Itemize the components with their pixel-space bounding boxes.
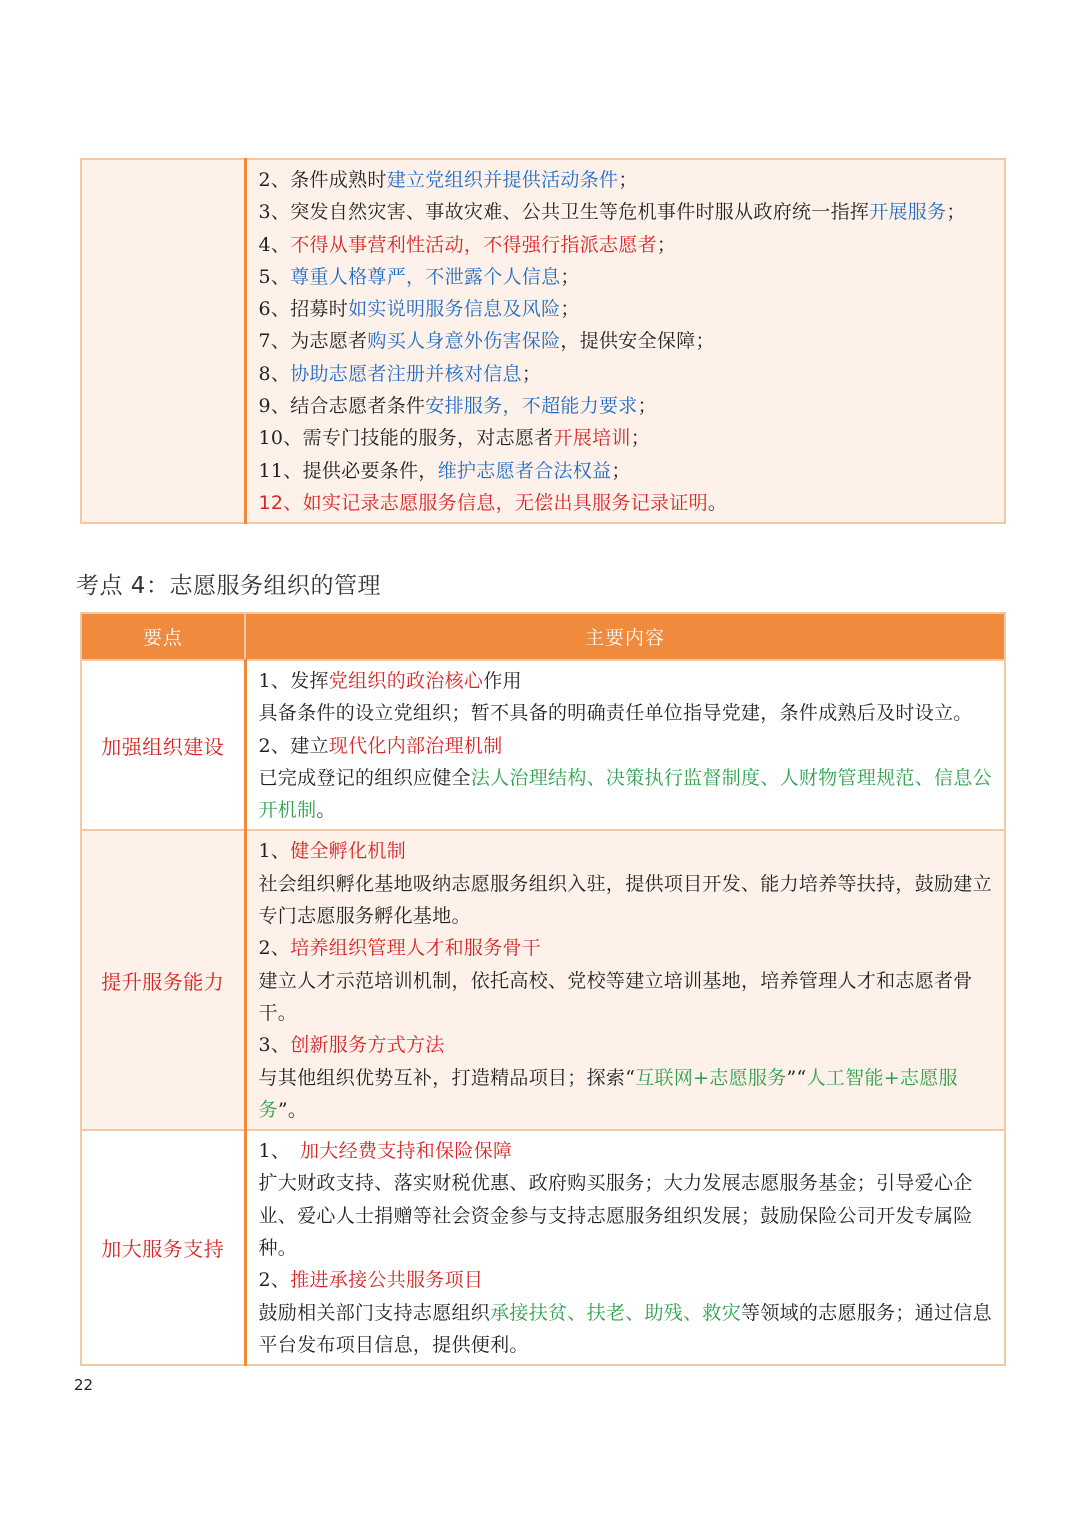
text-run: ； — [618, 169, 638, 191]
table-row — [81, 660, 1005, 830]
content-cell — [245, 159, 1005, 523]
text-run: ； — [521, 362, 542, 385]
text-run: 具备条件的设立党组织；暂不具备的明确责任单位指导党建，条件成熟后及时设立。 — [258, 702, 973, 725]
highlight-text: 创新服务方式方法 — [290, 1034, 445, 1057]
header-content: 主要内容 — [245, 613, 1005, 660]
highlight-text: 加大经费支持和保险保障 — [300, 1140, 513, 1163]
highlight-text: 安排服务，不超能力要求 — [425, 395, 638, 418]
text-run: ； — [946, 201, 966, 224]
text-run: 鼓励相关部门支持志愿组织 — [258, 1301, 491, 1324]
highlight-text: 不得从事营利性活动，不得强行指派志愿者 — [290, 233, 657, 256]
text-run: 扩大财政支持、落实财税优惠、政府购买服务；大力发展志愿服务基金；引导爱心企业、爱心人士捐赠等社会资金参与支持志愿服务组织发展；鼓励保险公司开发专属险种。 — [258, 1172, 973, 1260]
content-cell — [245, 830, 1005, 1130]
content-cell — [245, 1130, 1005, 1365]
table-row — [81, 830, 1005, 1130]
text-run: 11、提供必要条件， — [258, 459, 438, 482]
highlight-text: 如实说明服务信息及风险 — [348, 298, 561, 321]
text-run: 8、 — [258, 362, 291, 385]
text-run: ”。 — [277, 1098, 308, 1121]
content-line — [259, 455, 993, 487]
text-run: 1、 — [258, 840, 291, 863]
highlight-text: 协助志愿者注册并核对信息 — [290, 362, 522, 385]
table-row — [81, 1130, 1005, 1365]
text-run: 3、突发自然灾害、事故灾难、公共卫生等危机事件时服从政府统一指挥 — [258, 201, 870, 224]
highlight-text: 推进承接公共服务项目 — [290, 1269, 484, 1292]
text-run: 2、 — [258, 937, 291, 960]
highlight-text: 培养组织管理人才和服务骨干 — [290, 937, 542, 960]
text-run: 建立人才示范培训机制，依托高校、党校等建立培训基地，培养管理人才和志愿者骨干。 — [258, 969, 973, 1024]
content-line — [259, 1167, 993, 1264]
text-run: ； — [611, 459, 631, 482]
content-line — [259, 422, 993, 454]
text-run: 。 — [707, 491, 728, 514]
content-line — [259, 487, 993, 519]
text-run: 1、发挥 — [258, 670, 329, 692]
text-run: 3、 — [258, 1034, 291, 1057]
key-cell — [81, 1130, 245, 1365]
text-run: ，提供安全保障； — [560, 330, 715, 353]
content-line — [259, 1264, 993, 1296]
page-number: 22 — [74, 1376, 94, 1394]
content-line — [259, 730, 993, 762]
content-line — [259, 835, 993, 867]
key-cell-empty — [81, 159, 245, 523]
row-content — [247, 1131, 1005, 1364]
text-run: 等领域的志愿服务；通过信息平台发布项目信息，提供便利。 — [258, 1301, 992, 1356]
highlight-text: 建立党组织并提供活动条件 — [386, 169, 619, 191]
content-line — [259, 1029, 993, 1061]
highlight-text: 健全孵化机制 — [290, 840, 407, 863]
content-line — [259, 196, 993, 228]
management-table — [80, 612, 1006, 1366]
text-run: 7、为志愿者 — [258, 330, 368, 353]
highlight-text: 互联网+志愿服务 — [635, 1066, 787, 1089]
highlight-text: 开展服务 — [869, 201, 947, 224]
key-cell — [81, 660, 245, 830]
content-line — [259, 965, 993, 1030]
obligation-list — [247, 160, 1005, 522]
text-run: 6、招募时 — [258, 298, 349, 321]
content-line — [259, 697, 993, 729]
highlight-text: 法人治理结构、决策执行监督制度、人财物管理规范、信息公开机制 — [258, 766, 992, 822]
content-line — [259, 762, 993, 827]
header-key: 要点 — [81, 613, 245, 660]
content-line — [259, 932, 993, 964]
continued-table — [80, 158, 1006, 524]
content-line — [259, 1062, 993, 1127]
content-line — [259, 390, 993, 422]
text-run: 1、 — [258, 1140, 300, 1163]
row-content — [247, 661, 1005, 829]
key-label: 加强组织建设 — [101, 734, 225, 759]
text-run: ； — [560, 265, 580, 288]
highlight-text: 开展培训 — [553, 427, 631, 450]
text-run: 5、 — [258, 265, 291, 288]
text-run: ； — [630, 427, 650, 450]
content-cell — [245, 660, 1005, 830]
table-header-row — [81, 613, 1005, 660]
text-run: ； — [637, 395, 657, 418]
content-line — [259, 325, 993, 357]
highlight-text: 12、如实记录志愿服务信息，无偿出具服务记录证明 — [258, 491, 708, 514]
text-run: 10、需专门技能的服务，对志愿者 — [258, 427, 554, 450]
content-line — [259, 293, 993, 325]
text-run: 已完成登记的组织应健全 — [258, 766, 471, 789]
text-run: 4、 — [258, 233, 291, 256]
content-line — [259, 164, 993, 196]
section-title: 考点 4：志愿服务组织的管理 — [76, 573, 381, 599]
highlight-text: 党组织的政治核心 — [328, 670, 484, 692]
highlight-text: 购买人身意外伤害保险 — [367, 330, 561, 353]
text-run: 与其他组织优势互补，打造精品项目；探索“ — [258, 1066, 636, 1089]
text-run: 作用 — [483, 670, 522, 692]
content-line — [259, 1297, 993, 1362]
content-line — [259, 229, 993, 261]
row-content — [247, 831, 1005, 1129]
text-run: 2、建立 — [258, 734, 329, 757]
text-run: 2、 — [258, 1269, 291, 1292]
text-run: 社会组织孵化基地吸纳志愿服务组织入驻，提供项目开发、能力培养等扶持，鼓励建立专门志愿服务孵化基地。 — [258, 872, 992, 928]
key-cell — [81, 830, 245, 1130]
highlight-text: 承接扶贫、扶老、助残、救灾 — [490, 1301, 742, 1324]
content-line — [259, 261, 993, 293]
content-line — [259, 868, 993, 933]
text-run: 9、结合志愿者条件 — [258, 395, 426, 418]
content-line — [259, 665, 993, 697]
content-line — [259, 358, 993, 390]
text-run: ； — [560, 298, 580, 321]
content-line — [259, 1135, 993, 1167]
highlight-text: 现代化内部治理机制 — [328, 734, 503, 757]
text-run: ”“ — [786, 1066, 807, 1089]
highlight-text: 尊重人格尊严，不泄露个人信息 — [290, 265, 561, 288]
key-label: 提升服务能力 — [101, 969, 225, 994]
key-label: 加大服务支持 — [101, 1237, 225, 1262]
text-run: 2、条件成熟时 — [258, 169, 387, 191]
highlight-text: 人工智能+志愿服务 — [258, 1066, 958, 1121]
text-run: ； — [656, 233, 677, 256]
text-run: 。 — [316, 799, 336, 822]
highlight-text: 维护志愿者合法权益 — [437, 459, 612, 482]
table-row — [81, 159, 1005, 523]
